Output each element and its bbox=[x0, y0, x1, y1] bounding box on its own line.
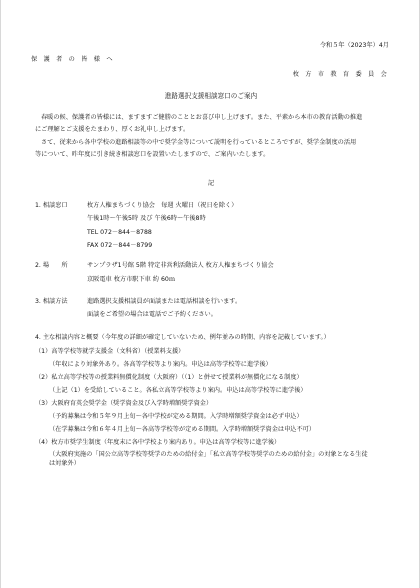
consultation-item: （2）私立高等学校等の授業料無償化制度（大阪府）（（1）と併せて授業料が無償化になる制度） bbox=[35, 374, 303, 381]
paragraph-2-line-1: さて、従来から各中学校の進路相談等の中で奨学金等について説明を行っているところですが、奨学金制度の活用 bbox=[41, 139, 357, 146]
paragraph-1-line-1: 春暖の候、保護者の皆様には、ますますご健勝のこととお喜び申し上げます。また、平素から本市の教育活動の推進 bbox=[41, 114, 363, 121]
document-title: 進路選択支援相談窓口のご案内 bbox=[164, 92, 258, 100]
section-2-label: 2. 場 所 bbox=[35, 262, 68, 269]
addressee: 保 護 者 の 皆 様 へ bbox=[31, 56, 115, 63]
issue-date: 令和５年（2023年）4月 bbox=[319, 42, 389, 49]
section-2-access: 京阪電車 枚方市駅下車 約 60ｍ bbox=[87, 276, 176, 283]
consultation-item: （1）高等学校等就学支援金（文科省）（授業料支援） bbox=[35, 348, 185, 355]
consultation-note: （年収により対象外あり。各高等学校等より案内。申込は高等学校等に進学後） bbox=[49, 361, 272, 368]
section-1-tel: TEL 072－844－8788 bbox=[87, 229, 152, 236]
sender: 枚 方 市 教 育 委 員 会 bbox=[292, 71, 389, 78]
section-4-intro: 4. 主な相談内容と概要（今年度の詳細が確定していないため、例年並みの時期、内容を記載しています。） bbox=[35, 334, 330, 341]
paragraph-2-line-2: 等について、昨年度に引き続き相談窓口を設置いたしますので、ご案内いたします。 bbox=[35, 151, 270, 158]
section-3-method-1: 進路選択支援相談員が面談または電話相談を行います。 bbox=[87, 298, 242, 305]
consultation-note: （予約募集は令和５年９月上旬～各中学校が定める期間。入学時増額奨学資金は必ず申込） bbox=[49, 413, 303, 420]
section-1-organization: 枚方人権まちづくり協会 毎週 火曜日（祝日を除く） bbox=[87, 202, 238, 209]
ki-heading: 記 bbox=[207, 180, 215, 187]
consultation-note: （上記（1）を受給していること。各私立高等学校等より案内。申込は高等学校等に進学後） bbox=[49, 387, 307, 394]
paragraph-1-line-2: にご理解とご支援をたまわり、厚くお礼申し上げます。 bbox=[35, 126, 190, 133]
consultation-note: （在学募集は令和６年４月上旬～各高等学校等が定める期間。入学時増額奨学資金は申込不可） bbox=[49, 426, 316, 433]
section-3-label: 3. 相談方法 bbox=[35, 298, 68, 305]
section-3-method-2: 面談をご希望の場合は電話でご予約ください。 bbox=[87, 311, 217, 318]
consultation-note: （大阪府実施の「国公立高等学校等奨学のための給付金」「私立高等学校等奨学のための給付金」の対象となる生徒は対象外） bbox=[49, 451, 368, 467]
section-1-fax: FAX 072－844－8799 bbox=[87, 242, 153, 249]
consultation-item: （3）大阪府育英会奨学金（奨学資金及び入学時増額奨学資金） bbox=[35, 400, 213, 407]
consultation-item: （4）枚方市奨学生制度（年度末に各中学校より案内あり。申込は高等学校等に進学後） bbox=[35, 439, 281, 446]
section-1-label: 1. 相談窓口 bbox=[35, 202, 68, 209]
section-1-hours: 午後1時～午後5時 及び 午後6時～午後8時 bbox=[87, 215, 206, 222]
section-2-place: サンプラザ1号館 5階 特定非営利活動法人 枚方人権まちづくり協会 bbox=[87, 262, 274, 269]
